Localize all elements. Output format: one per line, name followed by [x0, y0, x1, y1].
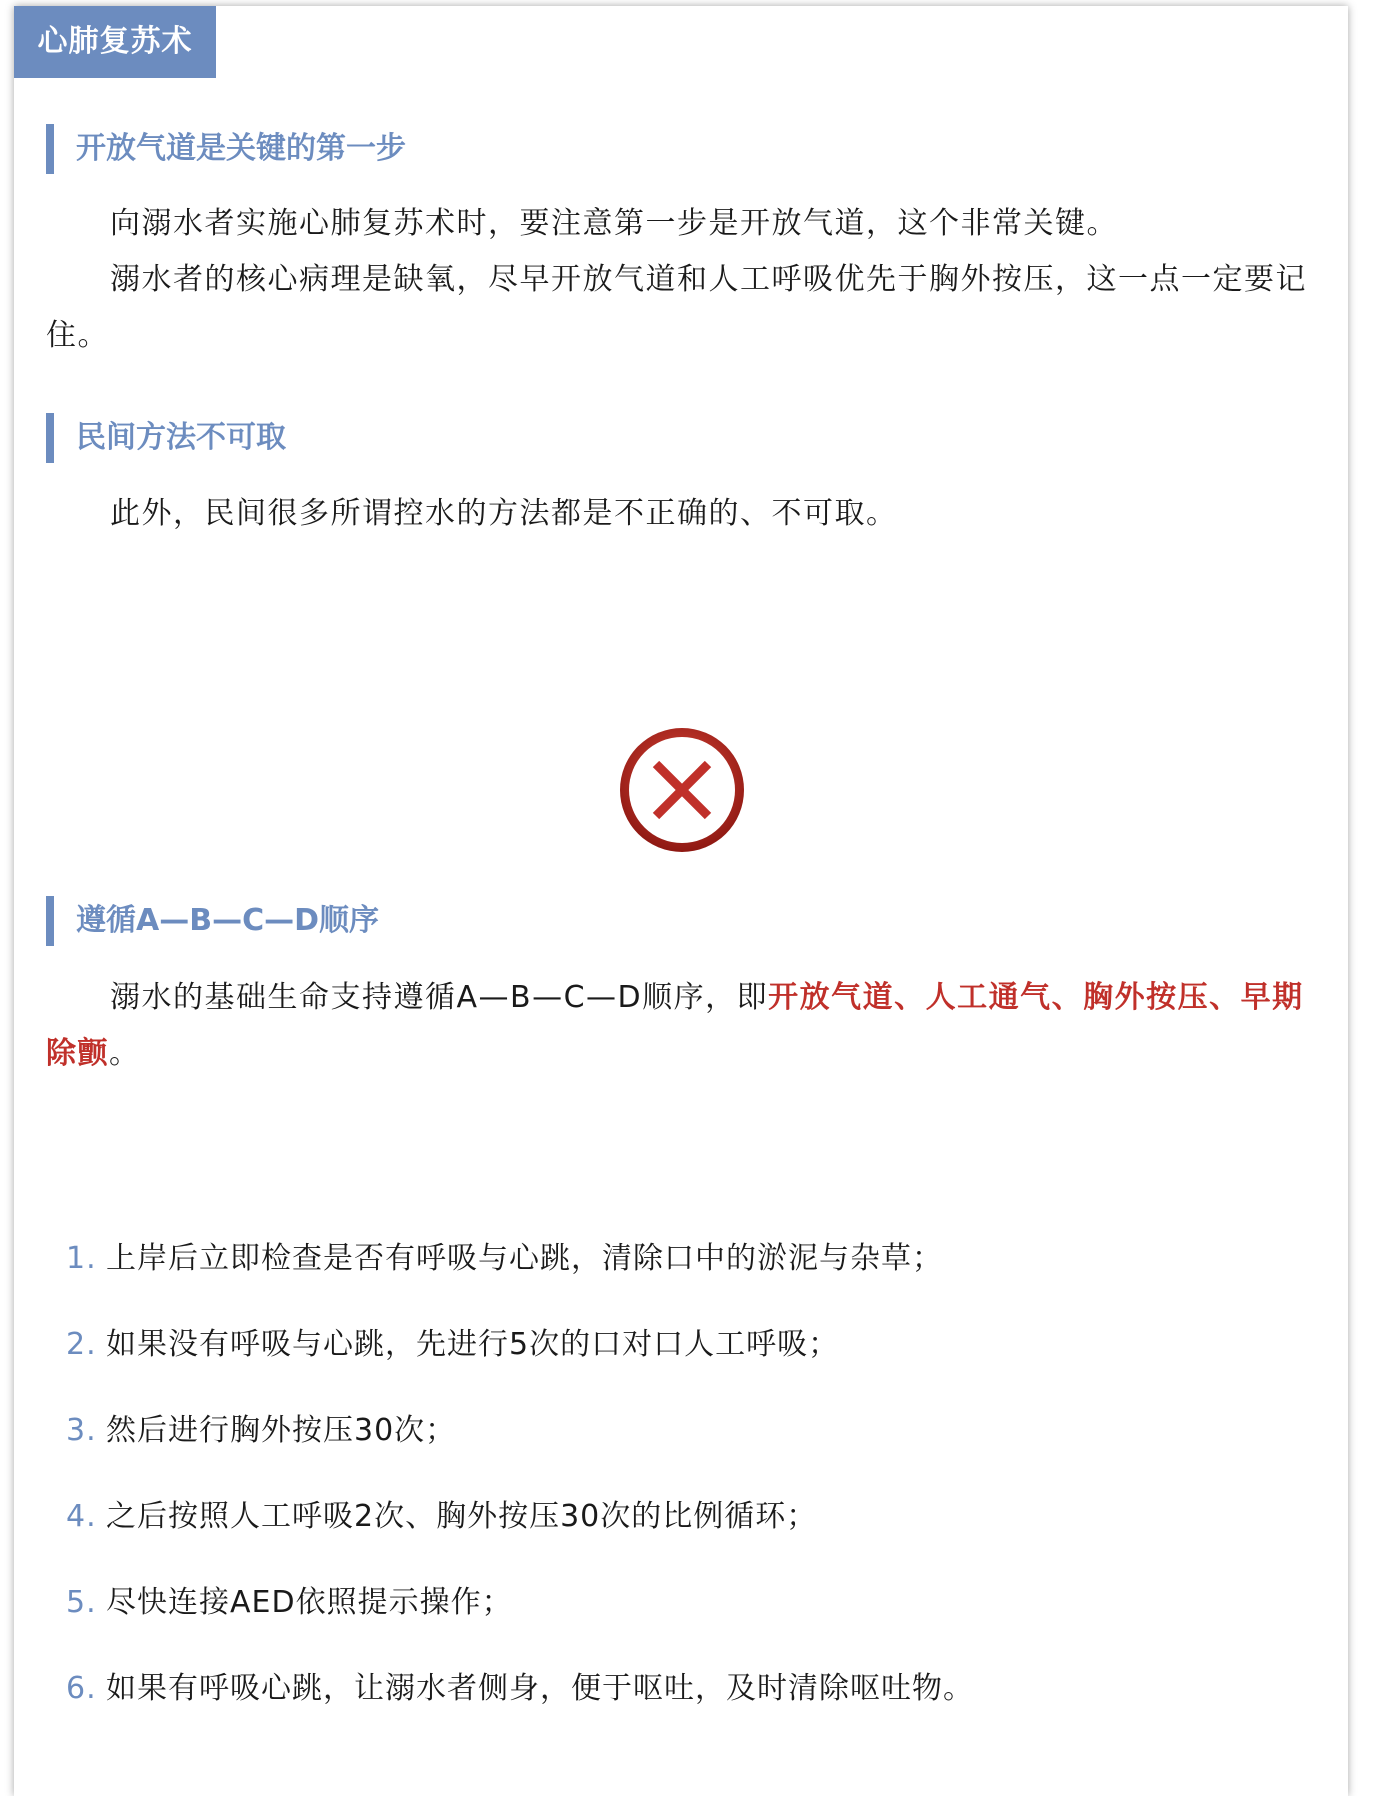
- article-card: [14, 6, 1348, 1796]
- paragraph-abcd: [46, 970, 1328, 1082]
- category-tag: 心肺复苏术: [14, 6, 216, 78]
- section-heading-folk-methods: 民间方法不可取: [46, 413, 286, 463]
- step-number: 6.: [66, 1671, 97, 1706]
- list-item: [66, 1661, 974, 1747]
- step-text: 之后按照人工呼吸2次、胸外按压30次的比例循环；: [106, 1499, 818, 1534]
- paragraph-abcd-highlight: 开放气道、人工通气、胸外按压、早期除颤: [46, 980, 1304, 1071]
- step-number: 1.: [66, 1241, 97, 1276]
- step-text: 上岸后立即检查是否有呼吸与心跳，清除口中的淤泥与杂草；: [106, 1241, 943, 1276]
- paragraph-abcd-suffix: 。: [109, 1036, 141, 1071]
- list-item: [66, 1231, 974, 1317]
- paragraph-airway-2: 溺水者的核心病理是缺氧，尽早开放气道和人工呼吸优先于胸外按压，这一点一定要记住。: [46, 262, 1307, 353]
- step-number: 5.: [66, 1585, 97, 1620]
- section-heading-abcd: 遵循A—B—C—D顺序: [46, 896, 379, 946]
- step-text: 如果没有呼吸与心跳，先进行5次的口对口人工呼吸；: [106, 1327, 840, 1362]
- list-item: [66, 1489, 974, 1575]
- step-number: 3.: [66, 1413, 97, 1448]
- section-heading-airway: 开放气道是关键的第一步: [46, 124, 406, 174]
- step-text: 尽快连接AED依照提示操作；: [106, 1585, 513, 1620]
- wrong-cross-icon: [616, 724, 748, 856]
- paragraph-airway-1: 向溺水者实施心肺复苏术时，要注意第一步是开放气道，这个非常关键。: [110, 206, 1118, 241]
- step-text: 然后进行胸外按压30次；: [106, 1413, 457, 1448]
- list-item: [66, 1575, 974, 1661]
- list-item: [66, 1317, 974, 1403]
- step-number: 4.: [66, 1499, 97, 1534]
- list-item: [66, 1403, 974, 1489]
- paragraph-abcd-prefix: 溺水的基础生命支持遵循A—B—C—D顺序，即: [110, 980, 769, 1015]
- step-number: 2.: [66, 1327, 97, 1362]
- step-text: 如果有呼吸心跳，让溺水者侧身，便于呕吐，及时清除呕吐物。: [106, 1671, 974, 1706]
- paragraph-folk-methods: 此外，民间很多所谓控水的方法都是不正确的、不可取。: [110, 496, 898, 531]
- steps-list: [66, 1231, 974, 1747]
